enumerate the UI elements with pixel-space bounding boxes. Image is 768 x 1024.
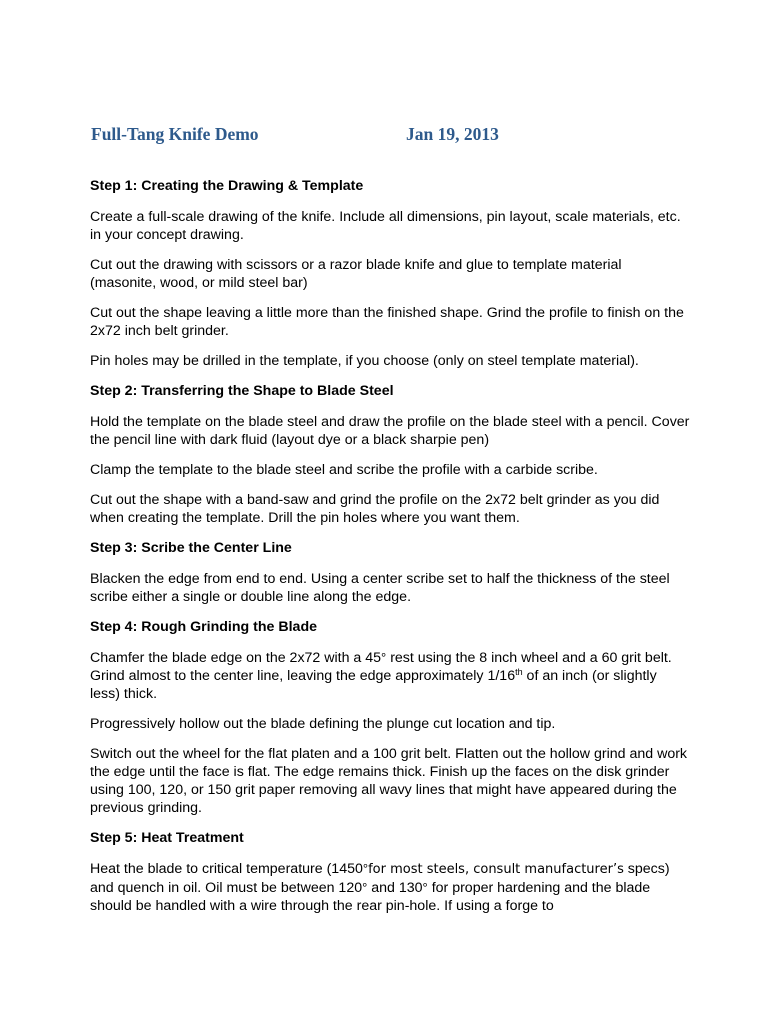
step4-p1-part-a: Chamfer the blade edge on the 2x72 with a 45 — [90, 650, 382, 666]
step2-heading: Step 2: Transferring the Shape to Blade Steel — [90, 383, 394, 399]
step4-p1-part-c: of an inch (or slightly less) thick. — [90, 668, 657, 702]
step5-p1-part-c: and 130 — [367, 880, 423, 896]
step1-paragraph-2: Cut out the drawing with scissors or a razor blade knife and glue to template material (masonite, wood, or mild steel bar) — [90, 257, 622, 291]
step1-heading: Step 1: Creating the Drawing & Template — [90, 178, 364, 194]
degree-symbol: ° — [362, 880, 368, 895]
step5-p1-alt-font-text: for most steels, consult manufacturer’s — [368, 862, 624, 877]
document-date: Jan 19, 2013 — [406, 124, 499, 144]
step2-paragraph-1: Hold the template on the blade steel and draw the profile on the blade steel with a pencil. Cover the pencil line with dark fluid (layout dye or a black sharpie pen) — [90, 414, 690, 448]
document-title: Full-Tang Knife Demo — [91, 124, 259, 144]
step2-paragraph-3: Cut out the shape with a band-saw and grind the profile on the 2x72 belt grinder as you did when creating the template. Drill the pin holes where you want them. — [90, 492, 660, 526]
step4-paragraph-1 — [90, 649, 690, 703]
step4-paragraph-3: Switch out the wheel for the flat platen and a 100 grit belt. Flatten out the hollow grind and work the edge until the face is flat. The edge remains thick. Finish up the faces on the disk grinder using 100, 120, or 150 grit paper removing all wavy lines that might have appeared during the previous grinding. — [90, 746, 688, 816]
step5-paragraph-1 — [90, 860, 690, 915]
degree-symbol: ° — [362, 861, 369, 876]
step1-paragraph-4: Pin holes may be drilled in the template, if you choose (only on steel template material). — [90, 353, 639, 369]
document-body — [90, 177, 690, 915]
step1-paragraph-3: Cut out the shape leaving a little more than the finished shape. Grind the profile to finish on the 2x72 inch belt grinder. — [90, 305, 684, 339]
ordinal-superscript: th — [515, 667, 523, 677]
step5-p1-part-d: for proper hardening and the blade should be handled with a wire through the rear pin-hole. If using a forge to — [90, 880, 651, 914]
step3-paragraph-1: Blacken the edge from end to end. Using a center scribe set to half the thickness of the steel scribe either a single or double line along the edge. — [90, 571, 670, 605]
step5-p1-part-b: specs) and quench in oil. Oil must be between 120 — [90, 861, 670, 896]
step4-p1-part-b: rest using the 8 inch wheel and a 60 grit belt. Grind almost to the center line, leaving the edge approximately 1/16 — [90, 650, 672, 684]
degree-symbol: ° — [422, 880, 428, 895]
step2-paragraph-2: Clamp the template to the blade steel and scribe the profile with a carbide scribe. — [90, 462, 598, 478]
step5-heading: Step 5: Heat Treatment — [90, 830, 244, 846]
step5-p1-part-a: Heat the blade to critical temperature (1450 — [90, 861, 363, 877]
step1-paragraph-1: Create a full-scale drawing of the knife. Include all dimensions, pin layout, scale materials, etc. in your concept drawing. — [90, 209, 681, 243]
step3-heading: Step 3: Scribe the Center Line — [90, 540, 292, 556]
document-header — [91, 124, 691, 148]
degree-symbol: ° — [381, 650, 387, 665]
step4-heading: Step 4: Rough Grinding the Blade — [90, 619, 317, 635]
step4-paragraph-2: Progressively hollow out the blade defining the plunge cut location and tip. — [90, 716, 556, 732]
